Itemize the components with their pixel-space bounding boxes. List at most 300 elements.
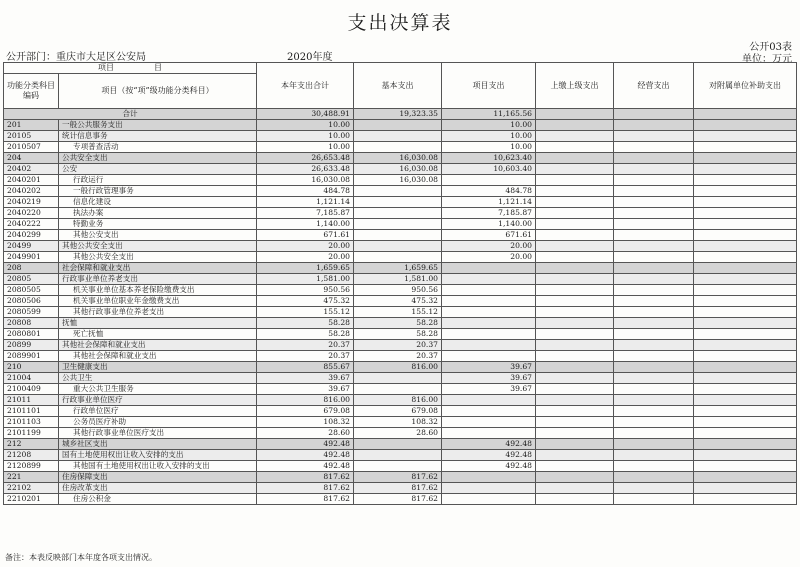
row-value: 492.48 [442,450,536,461]
row-value [614,131,694,142]
row-value [694,241,797,252]
row-value [614,340,694,351]
table-row [4,494,797,505]
row-value [614,483,694,494]
row-value [536,384,614,395]
row-code: 20899 [4,340,59,351]
row-value [354,120,442,131]
row-code: 2120899 [4,461,59,472]
row-value [614,461,694,472]
footnote: 备注：本表反映部门本年度各项支出情况。 [5,553,157,562]
row-value [354,252,442,263]
row-value [694,406,797,417]
row-value: 39.67 [442,362,536,373]
row-value: 16,030.08 [354,153,442,164]
table-row [4,461,797,472]
row-value: 58.28 [354,329,442,340]
table-row [4,274,797,285]
table-row [4,186,797,197]
header-col-0: 本年支出合计 [257,63,354,109]
row-code: 21011 [4,395,59,406]
row-value: 10.00 [257,120,354,131]
row-value: 1,581.00 [257,274,354,285]
row-value: 39.67 [257,373,354,384]
row-code: 2100409 [4,384,59,395]
row-name: 公安 [59,164,257,175]
row-value [442,428,536,439]
header-col-2: 项目支出 [442,63,536,109]
table-row [4,450,797,461]
row-value: 1,140.00 [442,219,536,230]
row-value: 20.37 [354,351,442,362]
row-value [694,351,797,362]
row-value: 484.78 [257,186,354,197]
row-value [536,197,614,208]
table-row [4,362,797,373]
row-value [614,120,694,131]
row-value: 816.00 [354,362,442,373]
row-code: 2101199 [4,428,59,439]
row-value: 816.00 [354,395,442,406]
row-value [694,142,797,153]
row-name: 行政运行 [59,175,257,186]
row-code: 2040299 [4,230,59,241]
row-value: 20.00 [257,241,354,252]
row-value [536,318,614,329]
row-value: 484.78 [442,186,536,197]
row-value: 16,030.08 [354,164,442,175]
row-code: 221 [4,472,59,483]
row-value [694,362,797,373]
row-value: 492.48 [257,439,354,450]
row-code: 20808 [4,318,59,329]
row-name: 一般公共服务支出 [59,120,257,131]
table-row [4,307,797,318]
row-code: 2101101 [4,406,59,417]
row-name: 行政事业单位医疗 [59,395,257,406]
table-row [4,164,797,175]
row-value [536,230,614,241]
row-value: 155.12 [257,307,354,318]
header-project: 项目 [98,63,114,72]
row-value: 950.56 [354,285,442,296]
row-name: 住房改革支出 [59,483,257,494]
department-label: 公开部门： [6,52,56,63]
row-value [442,472,536,483]
row-value [442,263,536,274]
table-row [4,329,797,340]
total-value [694,109,797,120]
row-value [354,186,442,197]
row-value [536,362,614,373]
row-value: 58.28 [257,318,354,329]
row-value [536,340,614,351]
row-value [614,417,694,428]
row-value: 58.28 [354,318,442,329]
form-code: 公开03表 [749,42,792,53]
row-value [614,219,694,230]
row-value: 1,659.65 [354,263,442,274]
table-row [4,406,797,417]
table-row [4,263,797,274]
table-row [4,142,797,153]
row-value [536,274,614,285]
row-value [694,274,797,285]
row-value [442,274,536,285]
row-value: 950.56 [257,285,354,296]
row-value: 10,623.40 [442,153,536,164]
row-value: 817.62 [354,483,442,494]
table-row [4,373,797,384]
row-value [694,318,797,329]
row-value [694,384,797,395]
table-row [4,175,797,186]
row-value [614,395,694,406]
row-value: 475.32 [354,296,442,307]
row-name: 行政事业单位养老支出 [59,274,257,285]
row-value [442,483,536,494]
department-line [6,48,146,63]
row-value: 10.00 [442,131,536,142]
row-value [694,439,797,450]
row-value [614,307,694,318]
row-value [442,329,536,340]
row-code: 2040202 [4,186,59,197]
row-value: 16,030.08 [257,175,354,186]
table-row [4,131,797,142]
row-value [536,406,614,417]
row-name: 其他公共安全支出 [59,241,257,252]
row-value [536,120,614,131]
row-name: 住房保障支出 [59,472,257,483]
row-value [354,450,442,461]
row-name: 专项普查活动 [59,142,257,153]
table-row [4,384,797,395]
row-value [614,450,694,461]
row-value: 1,121.14 [257,197,354,208]
row-value: 1,581.00 [354,274,442,285]
row-value: 39.67 [442,384,536,395]
row-name: 抚恤 [59,318,257,329]
table-row [4,219,797,230]
row-value: 1,140.00 [257,219,354,230]
fiscal-year: 2020年度 [287,52,333,63]
row-code: 20499 [4,241,59,252]
row-value [614,373,694,384]
page-title: 支出决算表 [347,12,453,34]
row-value [614,186,694,197]
row-value [536,472,614,483]
unit-label: 单位：万元 [742,54,792,65]
row-value [694,461,797,472]
row-value [614,296,694,307]
row-value [442,494,536,505]
total-value: 30,488.91 [257,109,354,120]
total-value [536,109,614,120]
row-name: 公共安全支出 [59,153,257,164]
row-code: 2040220 [4,208,59,219]
row-value: 679.08 [354,406,442,417]
row-value [536,428,614,439]
row-name: 公务员医疗补助 [59,417,257,428]
row-code: 2080506 [4,296,59,307]
row-code: 2040222 [4,219,59,230]
row-value [694,494,797,505]
row-value [536,351,614,362]
row-value: 817.62 [257,483,354,494]
row-code: 2210201 [4,494,59,505]
row-value [694,296,797,307]
row-value [694,263,797,274]
row-value [694,329,797,340]
row-value [536,329,614,340]
row-value: 20.00 [442,252,536,263]
row-value [536,241,614,252]
row-value [694,307,797,318]
row-value [536,373,614,384]
row-value: 28.60 [354,428,442,439]
row-name: 其他行政事业单位养老支出 [59,307,257,318]
row-value: 671.61 [257,230,354,241]
row-value [354,219,442,230]
row-name: 其他公共安全支出 [59,252,257,263]
row-code: 2040219 [4,197,59,208]
row-value [442,351,536,362]
expenditure-table [3,62,797,505]
row-value [614,472,694,483]
total-value: 19,323.35 [354,109,442,120]
row-value [536,142,614,153]
row-value: 108.32 [354,417,442,428]
row-code: 2049901 [4,252,59,263]
row-value: 679.08 [257,406,354,417]
row-value [694,373,797,384]
row-value: 10.00 [442,142,536,153]
row-name: 特勤业务 [59,219,257,230]
row-code: 2080599 [4,307,59,318]
row-value [614,406,694,417]
row-value [354,142,442,153]
row-value [614,384,694,395]
row-value: 20.37 [257,340,354,351]
table-row [4,208,797,219]
row-value [614,142,694,153]
table-row [4,428,797,439]
table-row [4,439,797,450]
table-row [4,351,797,362]
row-code: 21208 [4,450,59,461]
row-value [694,164,797,175]
row-name: 行政单位医疗 [59,406,257,417]
row-value [614,439,694,450]
row-value [536,285,614,296]
row-code: 201 [4,120,59,131]
row-value: 10,603.40 [442,164,536,175]
row-value [354,373,442,384]
row-value [614,428,694,439]
row-value: 475.32 [257,296,354,307]
row-code: 21004 [4,373,59,384]
row-value [614,318,694,329]
row-name: 其他行政事业单位医疗支出 [59,428,257,439]
row-value [354,384,442,395]
row-value [694,175,797,186]
row-value [614,197,694,208]
row-code: 2101103 [4,417,59,428]
row-name: 社会保障和就业支出 [59,263,257,274]
row-value [694,340,797,351]
row-name: 机关事业单位基本养老保险缴费支出 [59,285,257,296]
row-value: 20.37 [257,351,354,362]
row-value [694,186,797,197]
row-value: 39.67 [442,373,536,384]
row-value: 492.48 [257,461,354,472]
table-row [4,252,797,263]
row-value [536,164,614,175]
row-value [614,329,694,340]
row-code: 2010507 [4,142,59,153]
row-name: 其他社会保障和就业支出 [59,351,257,362]
row-value [614,153,694,164]
total-value: 11,165.56 [442,109,536,120]
row-value [354,208,442,219]
row-code: 2040201 [4,175,59,186]
row-code: 204 [4,153,59,164]
row-value [614,230,694,241]
row-value: 817.62 [257,494,354,505]
table-row [4,197,797,208]
row-name: 统计信息事务 [59,131,257,142]
row-value [536,417,614,428]
row-name: 其他社会保障和就业支出 [59,340,257,351]
row-value [536,252,614,263]
row-value: 20.37 [354,340,442,351]
row-value: 492.48 [257,450,354,461]
row-value [536,263,614,274]
row-value: 108.32 [257,417,354,428]
row-value [694,417,797,428]
row-value: 7,185.87 [257,208,354,219]
row-code: 208 [4,263,59,274]
row-value [694,208,797,219]
row-value [694,450,797,461]
row-value: 817.62 [354,494,442,505]
row-value [442,307,536,318]
row-name: 死亡抚恤 [59,329,257,340]
row-value [614,175,694,186]
header-project-item [4,63,257,74]
row-value [536,186,614,197]
row-value [694,219,797,230]
table-row [4,120,797,131]
row-name: 重大公共卫生服务 [59,384,257,395]
header-item: 目 [154,63,162,72]
row-value: 26,653.48 [257,153,354,164]
row-code: 212 [4,439,59,450]
row-value [354,230,442,241]
row-value [442,395,536,406]
row-value [694,131,797,142]
table-row [4,483,797,494]
row-name: 其他国有土地使用权出让收入安排的支出 [59,461,257,472]
row-value [694,197,797,208]
table-row [4,285,797,296]
row-value: 20.00 [257,252,354,263]
row-value [354,197,442,208]
row-value: 39.67 [257,384,354,395]
table-row [4,296,797,307]
row-value: 671.61 [442,230,536,241]
row-name: 一般行政管理事务 [59,186,257,197]
row-code: 22102 [4,483,59,494]
row-code: 210 [4,362,59,373]
row-value [536,208,614,219]
row-value: 16,030.08 [354,175,442,186]
row-value: 492.48 [442,461,536,472]
row-value: 817.62 [354,472,442,483]
row-value [536,153,614,164]
total-row [4,109,797,120]
row-name: 信息化建设 [59,197,257,208]
row-code: 2089901 [4,351,59,362]
row-code: 20805 [4,274,59,285]
row-value [442,318,536,329]
table-row [4,417,797,428]
row-value: 855.67 [257,362,354,373]
row-value [614,351,694,362]
row-value: 28.60 [257,428,354,439]
table-row [4,318,797,329]
header-name: 项目（按“项”级功能分类科目） [59,74,257,109]
row-value: 155.12 [354,307,442,318]
row-value [694,472,797,483]
row-value [442,296,536,307]
row-value [694,120,797,131]
row-value [536,175,614,186]
row-value [694,395,797,406]
row-value [536,219,614,230]
row-value: 492.48 [442,439,536,450]
row-value [442,285,536,296]
header-col-3: 上缴上级支出 [536,63,614,109]
row-value [614,285,694,296]
row-value: 26,633.48 [257,164,354,175]
row-value [614,494,694,505]
table-row [4,230,797,241]
row-value [614,252,694,263]
row-value: 1,121.14 [442,197,536,208]
row-value [614,208,694,219]
header-col-4: 经营支出 [614,63,694,109]
row-name: 公共卫生 [59,373,257,384]
row-value [442,340,536,351]
row-value [536,483,614,494]
table-row [4,241,797,252]
row-code: 2080801 [4,329,59,340]
row-value [694,252,797,263]
table-row [4,395,797,406]
row-value [354,241,442,252]
row-value: 10.00 [442,120,536,131]
row-code: 2080505 [4,285,59,296]
row-name: 国有土地使用权出让收入安排的支出 [59,450,257,461]
row-value [354,461,442,472]
row-value [694,285,797,296]
row-value [536,307,614,318]
table-row [4,472,797,483]
row-value: 20.00 [442,241,536,252]
row-value [614,274,694,285]
